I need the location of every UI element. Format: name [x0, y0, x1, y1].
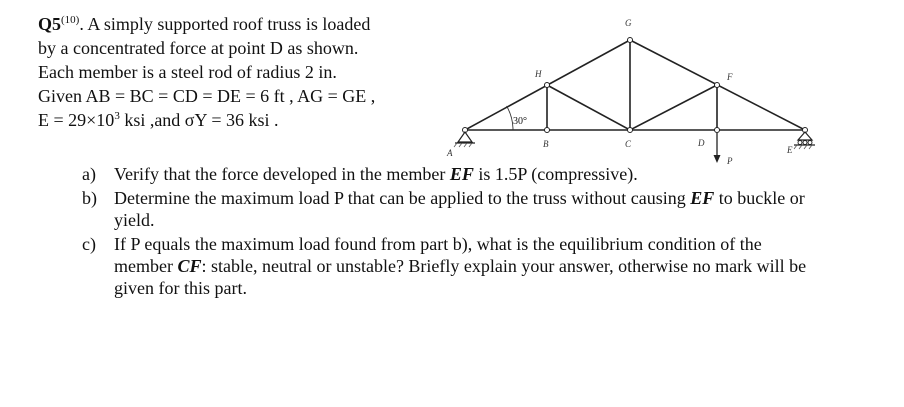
- props-suffix: ksi ,and σY = 36 ksi .: [119, 110, 279, 130]
- part-text-pre: Determine the maximum load P that can be applied to the truss without causing: [114, 188, 691, 208]
- label-G: G: [625, 18, 632, 28]
- joint-C: [628, 128, 633, 133]
- part-text-pre: Verify that the force developed in the member: [114, 164, 450, 184]
- member-CF: [630, 85, 717, 130]
- member-name: EF: [449, 164, 474, 184]
- props-exponent: 3: [114, 110, 120, 122]
- label-H: H: [535, 69, 542, 79]
- joint-G: [628, 38, 633, 43]
- part-text-post: is 1.5P (compressive).: [473, 164, 638, 184]
- intro-line-1: [38, 12, 438, 36]
- part-text-post: : stable, neutral or unstable? Briefly explain your answer, otherwise no mark will be given for this part.: [114, 256, 807, 298]
- member-name: EF: [690, 188, 715, 208]
- part-text: [114, 233, 822, 299]
- label-F: F: [727, 72, 733, 82]
- part-c: [82, 233, 822, 299]
- part-label: b): [82, 188, 97, 208]
- part-b: [82, 187, 822, 231]
- part-text-pre: If P equals the maximum load found from part b), what is the equilibrium condition of the member: [114, 234, 762, 276]
- load-arrow-P: [714, 133, 721, 163]
- roller-support-E: [794, 132, 815, 149]
- question-number: Q5: [38, 14, 62, 34]
- pin-support-A: [454, 132, 475, 147]
- part-a: [82, 163, 822, 185]
- joint-F: [715, 83, 720, 88]
- intro-text-1: . A simply supported roof truss is loaded: [79, 14, 371, 34]
- member-name: CF: [177, 256, 202, 276]
- part-label: c): [82, 234, 96, 254]
- part-label: a): [82, 164, 96, 184]
- part-text: [114, 163, 822, 185]
- given-line: Given AB = BC = CD = DE = 6 ft , AG = GE ,: [38, 86, 376, 106]
- problem-intro: [38, 12, 438, 132]
- joint-H: [545, 83, 550, 88]
- intro-line-2: by a concentrated force at point D as shown.: [38, 38, 359, 58]
- question-parts: [82, 163, 822, 301]
- joint-D: [715, 128, 720, 133]
- label-P: P: [727, 156, 733, 166]
- question-marks: (10): [61, 14, 80, 26]
- intro-line-3: Each member is a steel rod of radius 2 in.: [38, 62, 337, 82]
- joint-B: [545, 128, 550, 133]
- label-D: D: [698, 138, 705, 148]
- part-text: [114, 187, 822, 231]
- label-C: C: [625, 139, 632, 149]
- material-props-line: [38, 108, 438, 132]
- label-E: E: [787, 145, 793, 155]
- member-HC: [547, 85, 630, 130]
- part-text-post: to buckle or yield.: [114, 188, 805, 230]
- label-A: A: [447, 148, 453, 158]
- label-B: B: [543, 139, 549, 149]
- angle-label: 30°: [513, 116, 527, 127]
- truss-diagram: [435, 8, 815, 176]
- props-prefix: E = 29×10: [38, 110, 115, 130]
